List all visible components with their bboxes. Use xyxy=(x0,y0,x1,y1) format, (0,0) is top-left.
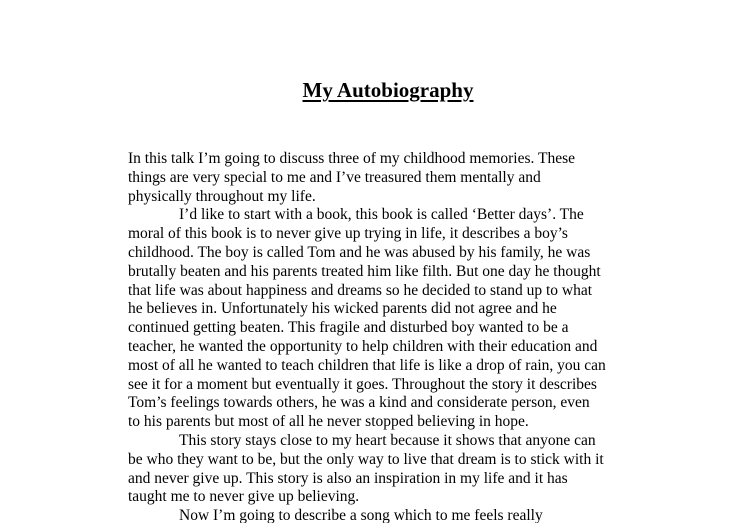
body-line: Now I’m going to describe a song which to me feels really xyxy=(179,507,543,523)
body-line: I’d like to start with a book, this book is called ‘Better days’. The xyxy=(179,206,584,224)
document-body xyxy=(128,150,634,523)
body-line: taught me to never give up believing. xyxy=(128,488,360,506)
body-line: and never give up. This story is also an inspiration in my life and it has xyxy=(128,469,568,487)
body-line: brutally beaten and his parents treated him like filth. But one day he thought xyxy=(128,262,601,280)
body-line: In this talk I’m going to discuss three of my childhood memories. These xyxy=(128,150,575,167)
body-line: continued getting beaten. This fragile and disturbed boy wanted to be a xyxy=(128,319,569,337)
body-line: moral of this book is to never give up trying in life, it describes a boy’s xyxy=(128,225,568,243)
body-line: that life was about happiness and dreams so he decided to stand up to what xyxy=(128,281,593,299)
body-line: This story stays close to my heart because it shows that anyone can xyxy=(179,431,596,449)
body-line: teacher, he wanted the opportunity to help children with their education and xyxy=(128,337,598,355)
body-line: Tom’s feelings towards others, he was a kind and considerate person, even xyxy=(128,394,590,412)
document-title: My Autobiography xyxy=(302,78,474,102)
body-line: see it for a moment but eventually it goes. Throughout the story it describes xyxy=(128,375,597,393)
body-line: to his parents but most of all he never stopped believing in hope. xyxy=(128,413,529,431)
body-line: most of all he wanted to teach children that life is like a drop of rain, you can xyxy=(128,356,606,374)
body-line: be who they want to be, but the only way to live that dream is to stick with it xyxy=(128,450,604,468)
body-line: he believes in. Unfortunately his wicked parents did not agree and he xyxy=(128,300,557,318)
body-line: things are very special to me and I’ve treasured them mentally and xyxy=(128,168,541,186)
body-line: physically throughout my life. xyxy=(128,187,316,205)
body-line: childhood. The boy is called Tom and he was abused by his family, he was xyxy=(128,243,591,261)
